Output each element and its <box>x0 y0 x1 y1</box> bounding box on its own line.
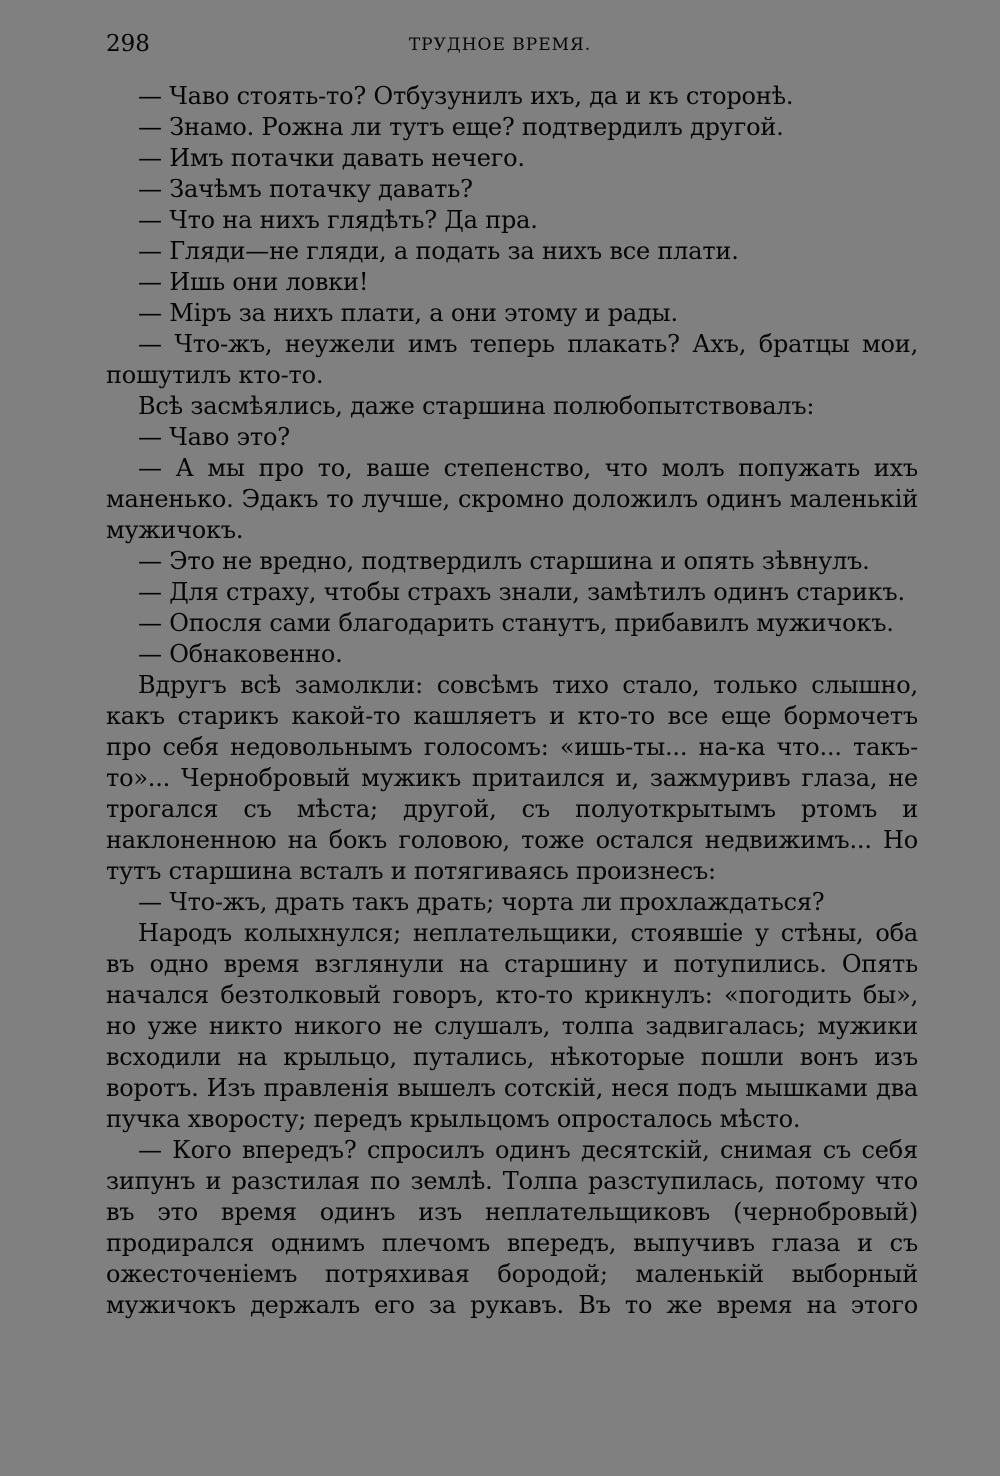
paragraph: — Чаво это? <box>138 423 290 451</box>
page-body <box>106 81 918 1321</box>
paragraph: — Это не вредно, подтвердилъ старшина и опять зѣвнулъ. <box>138 547 870 575</box>
paragraph: — Кого впередъ? спросилъ одинъ десятскій, снимая съ себя зипунъ и разстилая по землѣ. Толпа разступилась, потому что въ это время одинъ изъ неплательщиковъ (чернобровый) продирался однимъ плечомъ впередъ, выпучивъ глаза и съ ожесточеніемъ потряхивая бородой; маленькій выборный мужичокъ держалъ его за рукавъ. Въ то же время на этого <box>106 1136 918 1319</box>
paragraph: — Что-жъ, драть такъ драть; чорта ли прохлаждаться? <box>138 888 825 916</box>
paragraph: — Міръ за нихъ плати, а они этому и рады. <box>138 299 678 327</box>
paragraph: — Зачѣмъ потачку давать? <box>138 175 473 203</box>
paragraph: Вдругъ всѣ замолкли: совсѣмъ тихо стало, только слышно, какъ старикъ какой-то кашляетъ и кто-то все еще бормочетъ про себя недовольнымъ голосомъ: «ишь-ты... на-ка что... такъ-то»... Чернобровый мужикъ притаился и, зажмуривъ глаза, не трогался съ мѣста; другой, съ полуоткрытымъ ртомъ и наклоненною на бокъ головою, тоже остался недвижимъ... Но тутъ старшина всталъ и потягиваясь произнесъ: <box>106 671 918 885</box>
paragraph: — Имъ потачки давать нечего. <box>138 144 525 172</box>
paragraph: — Для страху, чтобы страхъ знали, замѣтилъ одинъ старикъ. <box>138 578 905 606</box>
paragraph: — Ишь они ловки! <box>138 268 369 296</box>
paragraph: — Знамо. Рожна ли тутъ еще? подтвердилъ другой. <box>138 113 784 141</box>
page-number: 298 <box>106 31 150 57</box>
paragraph: — Что-жъ, неужели имъ теперь плакать? Ахъ, братцы мои, пошутилъ кто-то. <box>106 330 918 389</box>
paragraph: Всѣ засмѣялись, даже старшина полюбопытствовалъ: <box>138 392 815 420</box>
running-head: ТРУДНОЕ ВРЕМЯ. <box>408 35 592 55</box>
paragraph: — Гляди—не гляди, а подать за нихъ все плати. <box>138 237 739 265</box>
paragraph: — Обнаковенно. <box>138 640 343 668</box>
paragraph: — Чаво стоять-то? Отбузунилъ ихъ, да и къ сторонѣ. <box>138 82 794 110</box>
paragraph: — Что на нихъ глядѣть? Да пра. <box>138 206 538 234</box>
paragraph: — А мы про то, ваше степенство, что молъ попужать ихъ маненько. Эдакъ то лучше, скромно доложилъ одинъ маленькій мужичокъ. <box>106 454 918 544</box>
paragraph: — Опосля сами благодарить станутъ, прибавилъ мужичокъ. <box>138 609 894 637</box>
paragraph: Народъ колыхнулся; неплательщики, стоявшіе у стѣны, оба въ одно время взглянули на старшину и потупились. Опять начался безтолковый говоръ, кто-то крикнулъ: «погодить бы», но уже никто никого не слушалъ, толпа задвигалась; мужики всходили на крыльцо, путались, нѣкоторые пошли вонъ изъ воротъ. Изъ правленія вышелъ сотскій, неся подъ мышками два пучка хворосту; передъ крыльцомъ опросталось мѣсто. <box>106 919 918 1133</box>
